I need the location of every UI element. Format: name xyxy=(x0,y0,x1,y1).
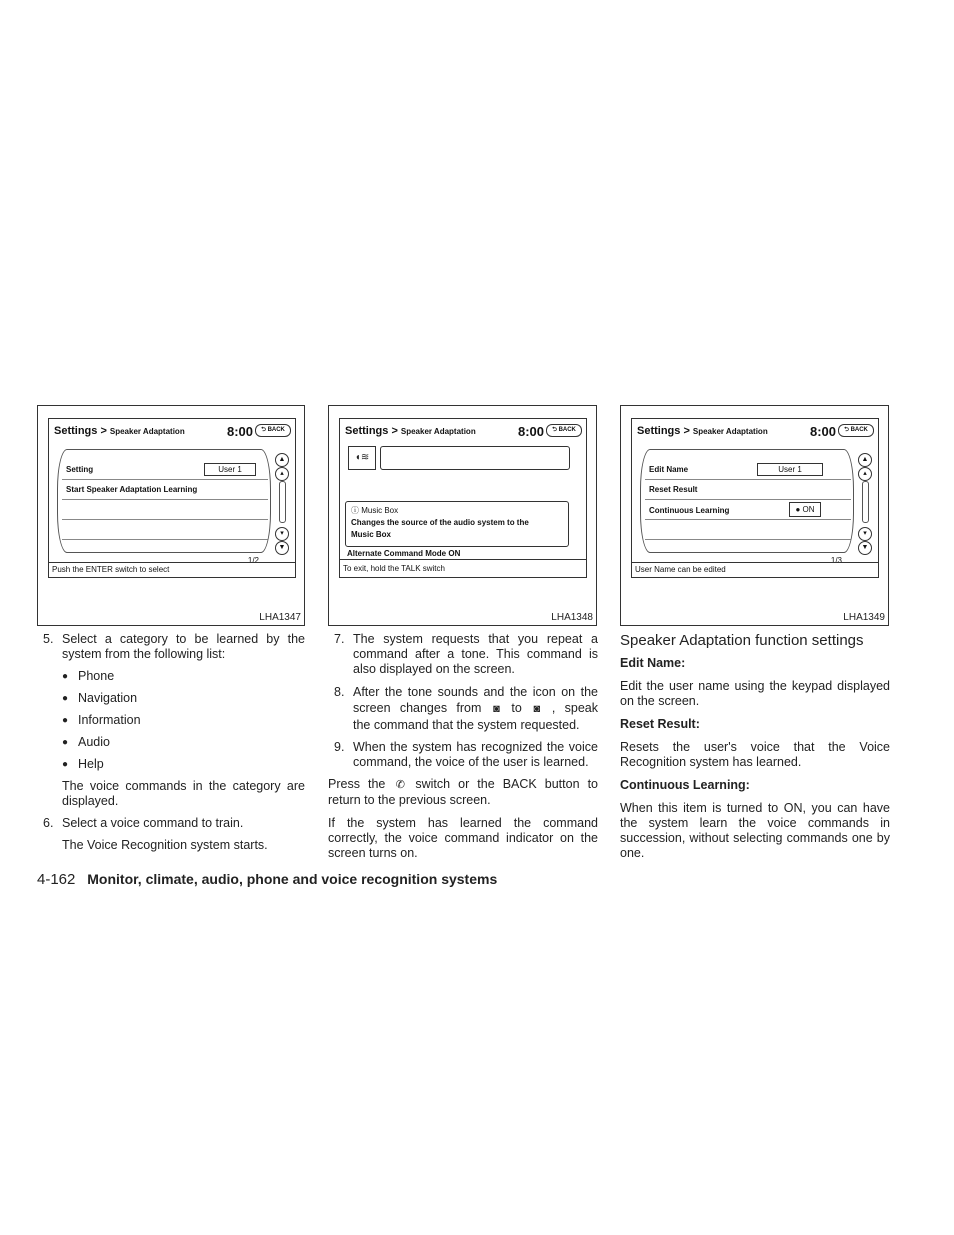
para-text: switch or the BACK button to return to the previous screen. xyxy=(328,777,598,807)
step-7 xyxy=(328,632,598,677)
scroll-up-icon[interactable]: ▴ xyxy=(858,467,872,481)
scroll-track[interactable] xyxy=(279,481,286,523)
reset-result-text: Resets the user's voice that the Voice Recognition system has learned. xyxy=(620,740,890,769)
menu-row-setting[interactable] xyxy=(62,460,268,480)
bullet-item: ● Help xyxy=(37,757,305,772)
scroll-top-icon[interactable]: ▲ xyxy=(858,453,872,467)
info-line-1: Changes the source of the audio system to the xyxy=(351,518,529,527)
title-text: Settings > xyxy=(345,425,398,437)
menu-panel xyxy=(57,449,271,553)
screen-title xyxy=(637,425,768,437)
row-label: Reset Result xyxy=(649,485,698,494)
info-box xyxy=(345,501,569,547)
figure-code: LHA1348 xyxy=(551,612,593,623)
back-label: BACK xyxy=(267,427,285,433)
screen xyxy=(48,418,296,578)
page-footer xyxy=(37,871,497,888)
screen xyxy=(339,418,587,578)
row-label: Continuous Learning xyxy=(649,506,730,515)
step-text: The system requests that you repeat a command after a tone. This command is also displayed on the screen. xyxy=(353,632,598,676)
para-text: Press the xyxy=(328,777,386,791)
title-text: Settings > xyxy=(54,425,107,437)
screen xyxy=(631,418,879,578)
page-indicator: 1/2 xyxy=(247,556,259,565)
back-button[interactable]: ⮌ BACK xyxy=(255,424,291,437)
row-label: Setting xyxy=(66,465,94,474)
reset-result-heading: Reset Result: xyxy=(620,717,700,731)
step-6-note: The Voice Recognition system starts. xyxy=(62,838,268,852)
column-1 xyxy=(37,632,305,860)
bullet-item: ● Audio xyxy=(37,735,305,750)
column-2 xyxy=(328,632,598,869)
row-value: User 1 xyxy=(757,463,823,476)
edit-name-heading: Edit Name: xyxy=(620,656,686,670)
subtitle-text: Speaker Adaptation xyxy=(692,427,768,436)
step-9 xyxy=(328,740,598,770)
bullet-item: ● Navigation xyxy=(37,691,305,706)
scroll-bottom-icon[interactable]: ▼ xyxy=(858,541,872,555)
alternate-command-mode: Alternate Command Mode ON xyxy=(347,549,461,558)
info-line-2: Music Box xyxy=(351,530,392,539)
menu-row-continuous-learning[interactable] xyxy=(645,500,851,520)
scroll-up-icon[interactable]: ▴ xyxy=(275,467,289,481)
subtitle-text: Speaker Adaptation xyxy=(400,427,476,436)
scrollbar[interactable] xyxy=(858,449,872,553)
step-text: When the system has recognized the voice command, the voice of the user is learned. xyxy=(353,740,598,769)
subtitle-text: Speaker Adaptation xyxy=(109,427,185,436)
back-button[interactable]: ⮌ BACK xyxy=(838,424,874,437)
figure-code: LHA1347 xyxy=(259,612,301,623)
voice-learned-icon: ◙ xyxy=(533,703,541,715)
clock: 8:00 xyxy=(809,424,836,439)
row-label: Edit Name xyxy=(649,465,689,474)
toggle-on[interactable]: ● ON xyxy=(789,502,821,517)
menu-row-start-learning[interactable] xyxy=(62,480,268,500)
figure-lha1349 xyxy=(620,405,889,626)
bullet-item: ● Phone xyxy=(37,669,305,684)
scroll-down-icon[interactable]: ▾ xyxy=(858,527,872,541)
clock: 8:00 xyxy=(226,424,253,439)
step-number: 5. xyxy=(43,632,54,646)
step-5-note: The voice commands in the category are displayed. xyxy=(62,779,305,808)
step-number: 9. xyxy=(334,740,345,754)
row-value: User 1 xyxy=(204,463,256,476)
step-number: 8. xyxy=(334,685,345,699)
status-bar: Push the ENTER switch to select xyxy=(49,562,295,577)
bullet-item: ● Information xyxy=(37,713,305,728)
scroll-bottom-icon[interactable]: ▼ xyxy=(275,541,289,555)
status-bar: User Name can be edited xyxy=(632,562,878,577)
title-text: Settings > xyxy=(637,425,690,437)
row-label: Start Speaker Adaptation Learning xyxy=(66,485,198,494)
step-text: to xyxy=(511,701,522,715)
screen-title xyxy=(54,425,185,437)
menu-row-reset-result[interactable] xyxy=(645,480,851,500)
scrollbar[interactable] xyxy=(275,449,289,553)
voice-icon: ◙ xyxy=(493,703,500,715)
continuous-learning-text: When this item is turned to ON, you can have the system learn the voice commands in succession, without selecting commands one by one. xyxy=(620,801,890,860)
status-bar: To exit, hold the TALK switch xyxy=(340,559,586,577)
figure-code: LHA1349 xyxy=(843,612,885,623)
info-title-line xyxy=(351,505,398,516)
chapter-title: Monitor, climate, audio, phone and voice recognition systems xyxy=(87,871,498,887)
menu-row-edit-name[interactable] xyxy=(645,460,851,480)
menu-row-empty xyxy=(62,520,268,540)
scroll-down-icon[interactable]: ▾ xyxy=(275,527,289,541)
step-text: Select a category to be learned by the system from the following list: xyxy=(62,632,305,661)
step-number: 7. xyxy=(334,632,345,646)
figure-lha1348 xyxy=(328,405,597,626)
page-indicator: 1/3 xyxy=(830,556,842,565)
section-heading: Speaker Adaptation function settings xyxy=(620,632,864,649)
step-text: After the tone sounds and the icon on the screen changes from xyxy=(353,685,598,715)
back-label: BACK xyxy=(558,427,576,433)
step-8 xyxy=(328,684,598,733)
continuous-learning-heading: Continuous Learning: xyxy=(620,778,750,792)
step-5 xyxy=(37,632,305,662)
learned-paragraph: If the system has learned the command correctly, the voice command indicator on the screen turns on. xyxy=(328,816,598,860)
step-text: , speak the command that the system requested. xyxy=(353,701,598,732)
column-3 xyxy=(620,632,890,869)
info-icon: ⓘ xyxy=(351,506,359,515)
talk-icon: ✆ xyxy=(395,779,405,791)
menu-row-empty xyxy=(645,520,851,540)
screen-title xyxy=(345,425,476,437)
step-6 xyxy=(37,816,305,831)
page-number: 4-162 xyxy=(37,871,76,888)
edit-name-text: Edit the user name using the keypad displayed on the screen. xyxy=(620,679,890,708)
scroll-track[interactable] xyxy=(862,481,869,523)
back-label: BACK xyxy=(850,427,868,433)
step-text: Select a voice command to train. xyxy=(62,816,244,830)
press-talk-paragraph xyxy=(328,777,598,808)
menu-row-empty xyxy=(62,500,268,520)
step-number: 6. xyxy=(43,816,54,830)
voice-command-box xyxy=(380,446,570,470)
info-title: Music Box xyxy=(361,506,399,515)
scroll-top-icon[interactable]: ▲ xyxy=(275,453,289,467)
figure-lha1347 xyxy=(37,405,305,626)
back-button[interactable]: ⮌ BACK xyxy=(546,424,582,437)
menu-panel xyxy=(640,449,854,553)
clock: 8:00 xyxy=(517,424,544,439)
voice-icon: ◖≋ xyxy=(348,446,376,470)
